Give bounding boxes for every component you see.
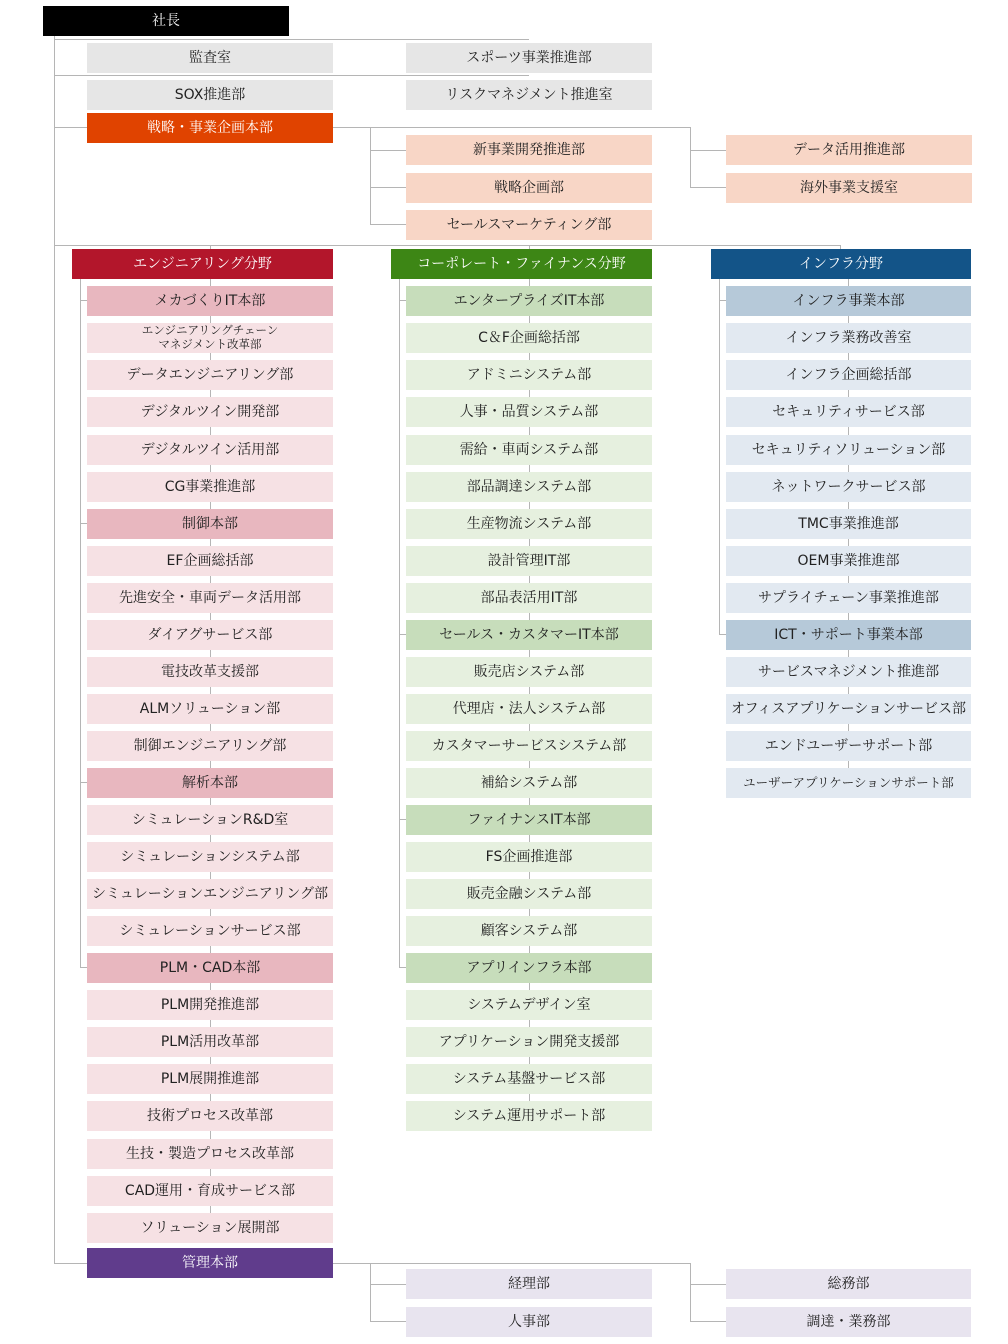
finance-dept: C＆F企画総括部 xyxy=(406,323,652,353)
finance-dept: 販売店システム部 xyxy=(406,657,652,687)
finance-hq: エンタープライズIT本部 xyxy=(406,286,652,316)
infra-field-header: インフラ分野 xyxy=(711,249,971,279)
strategy-dept: データ活用推進部 xyxy=(726,135,972,165)
infra-dept: インフラ業務改善室 xyxy=(726,323,971,353)
finance-dept: 代理店・法人システム部 xyxy=(406,694,652,724)
finance-field-header: コーポレート・ファイナンス分野 xyxy=(391,249,652,279)
engineering-hq: 解析本部 xyxy=(87,768,333,798)
strategy-dept: 海外事業支援室 xyxy=(726,173,972,203)
strategy-hq: 戦略・事業企画本部 xyxy=(87,113,333,143)
finance-dept: システム基盤サービス部 xyxy=(406,1064,652,1094)
engineering-field-header: エンジニアリング分野 xyxy=(72,249,333,279)
sox-dept: SOX推進部 xyxy=(87,80,333,110)
finance-dept: システムデザイン室 xyxy=(406,990,652,1020)
engineering-dept: シミュレーションR&D室 xyxy=(87,805,333,835)
admin-dept: 人事部 xyxy=(406,1307,652,1337)
finance-hq: セールス・カスタマーIT本部 xyxy=(406,620,652,650)
admin-dept: 総務部 xyxy=(726,1269,971,1299)
finance-dept: 顧客システム部 xyxy=(406,916,652,946)
engineering-dept: 生技・製造プロセス改革部 xyxy=(87,1139,333,1169)
engineering-dept: PLM展開推進部 xyxy=(87,1064,333,1094)
engineering-hq: 制御本部 xyxy=(87,509,333,539)
engineering-dept: CAD運用・育成サービス部 xyxy=(87,1176,333,1206)
finance-hq: アプリインフラ本部 xyxy=(406,953,652,983)
engineering-dept: シミュレーションエンジニアリング部 xyxy=(87,879,333,909)
engineering-dept: デジタルツイン開発部 xyxy=(87,397,333,427)
engineering-dept: エンジニアリングチェーン マネジメント改革部 xyxy=(87,323,333,353)
finance-dept: カスタマーサービスシステム部 xyxy=(406,731,652,761)
finance-dept: 部品調達システム部 xyxy=(406,472,652,502)
infra-dept: サービスマネジメント推進部 xyxy=(726,657,971,687)
finance-dept: アドミニシステム部 xyxy=(406,360,652,390)
infra-dept: サプライチェーン事業推進部 xyxy=(726,583,971,613)
engineering-dept: CG事業推進部 xyxy=(87,472,333,502)
engineering-dept: PLM開発推進部 xyxy=(87,990,333,1020)
infra-dept: セキュリティソリューション部 xyxy=(726,435,971,465)
infra-dept: ネットワークサービス部 xyxy=(726,472,971,502)
audit-office: 監査室 xyxy=(87,43,333,73)
sports-dept: スポーツ事業推進部 xyxy=(406,43,652,73)
president-box: 社長 xyxy=(43,6,289,36)
infra-dept: TMC事業推進部 xyxy=(726,509,971,539)
infra-dept: OEM事業推進部 xyxy=(726,546,971,576)
engineering-dept: シミュレーションシステム部 xyxy=(87,842,333,872)
finance-dept: 生産物流システム部 xyxy=(406,509,652,539)
infra-dept: ユーザーアプリケーションサポート部 xyxy=(726,768,971,798)
finance-dept: FS企画推進部 xyxy=(406,842,652,872)
strategy-dept: セールスマーケティング部 xyxy=(406,210,652,240)
engineering-dept: デジタルツイン活用部 xyxy=(87,435,333,465)
infra-hq: インフラ事業本部 xyxy=(726,286,971,316)
engineering-hq: PLM・CAD本部 xyxy=(87,953,333,983)
finance-dept: アプリケーション開発支援部 xyxy=(406,1027,652,1057)
infra-dept: エンドユーザーサポート部 xyxy=(726,731,971,761)
admin-dept: 経理部 xyxy=(406,1269,652,1299)
finance-dept: 設計管理IT部 xyxy=(406,546,652,576)
engineering-dept: 技術プロセス改革部 xyxy=(87,1101,333,1131)
finance-dept: 人事・品質システム部 xyxy=(406,397,652,427)
infra-dept: インフラ企画総括部 xyxy=(726,360,971,390)
strategy-dept: 戦略企画部 xyxy=(406,173,652,203)
finance-dept: 需給・車両システム部 xyxy=(406,435,652,465)
finance-dept: システム運用サポート部 xyxy=(406,1101,652,1131)
engineering-dept: シミュレーションサービス部 xyxy=(87,916,333,946)
engineering-dept: PLM活用改革部 xyxy=(87,1027,333,1057)
admin-hq: 管理本部 xyxy=(87,1248,333,1278)
finance-dept: 補給システム部 xyxy=(406,768,652,798)
engineering-dept: ソリューション展開部 xyxy=(87,1213,333,1243)
engineering-dept: EF企画総括部 xyxy=(87,546,333,576)
infra-dept: オフィスアプリケーションサービス部 xyxy=(726,694,971,724)
finance-dept: 販売金融システム部 xyxy=(406,879,652,909)
engineering-dept: ALMソリューション部 xyxy=(87,694,333,724)
infra-hq: ICT・サポート事業本部 xyxy=(726,620,971,650)
engineering-dept: ダイアグサービス部 xyxy=(87,620,333,650)
engineering-dept: 制御エンジニアリング部 xyxy=(87,731,333,761)
risk-office: リスクマネジメント推進室 xyxy=(406,80,652,110)
engineering-dept: 電技改革支援部 xyxy=(87,657,333,687)
engineering-hq: メカづくりIT本部 xyxy=(87,286,333,316)
engineering-dept: データエンジニアリング部 xyxy=(87,360,333,390)
engineering-dept: 先進安全・車両データ活用部 xyxy=(87,583,333,613)
finance-hq: ファイナンスIT本部 xyxy=(406,805,652,835)
finance-dept: 部品表活用IT部 xyxy=(406,583,652,613)
infra-dept: セキュリティサービス部 xyxy=(726,397,971,427)
strategy-dept: 新事業開発推進部 xyxy=(406,135,652,165)
admin-dept: 調達・業務部 xyxy=(726,1307,971,1337)
